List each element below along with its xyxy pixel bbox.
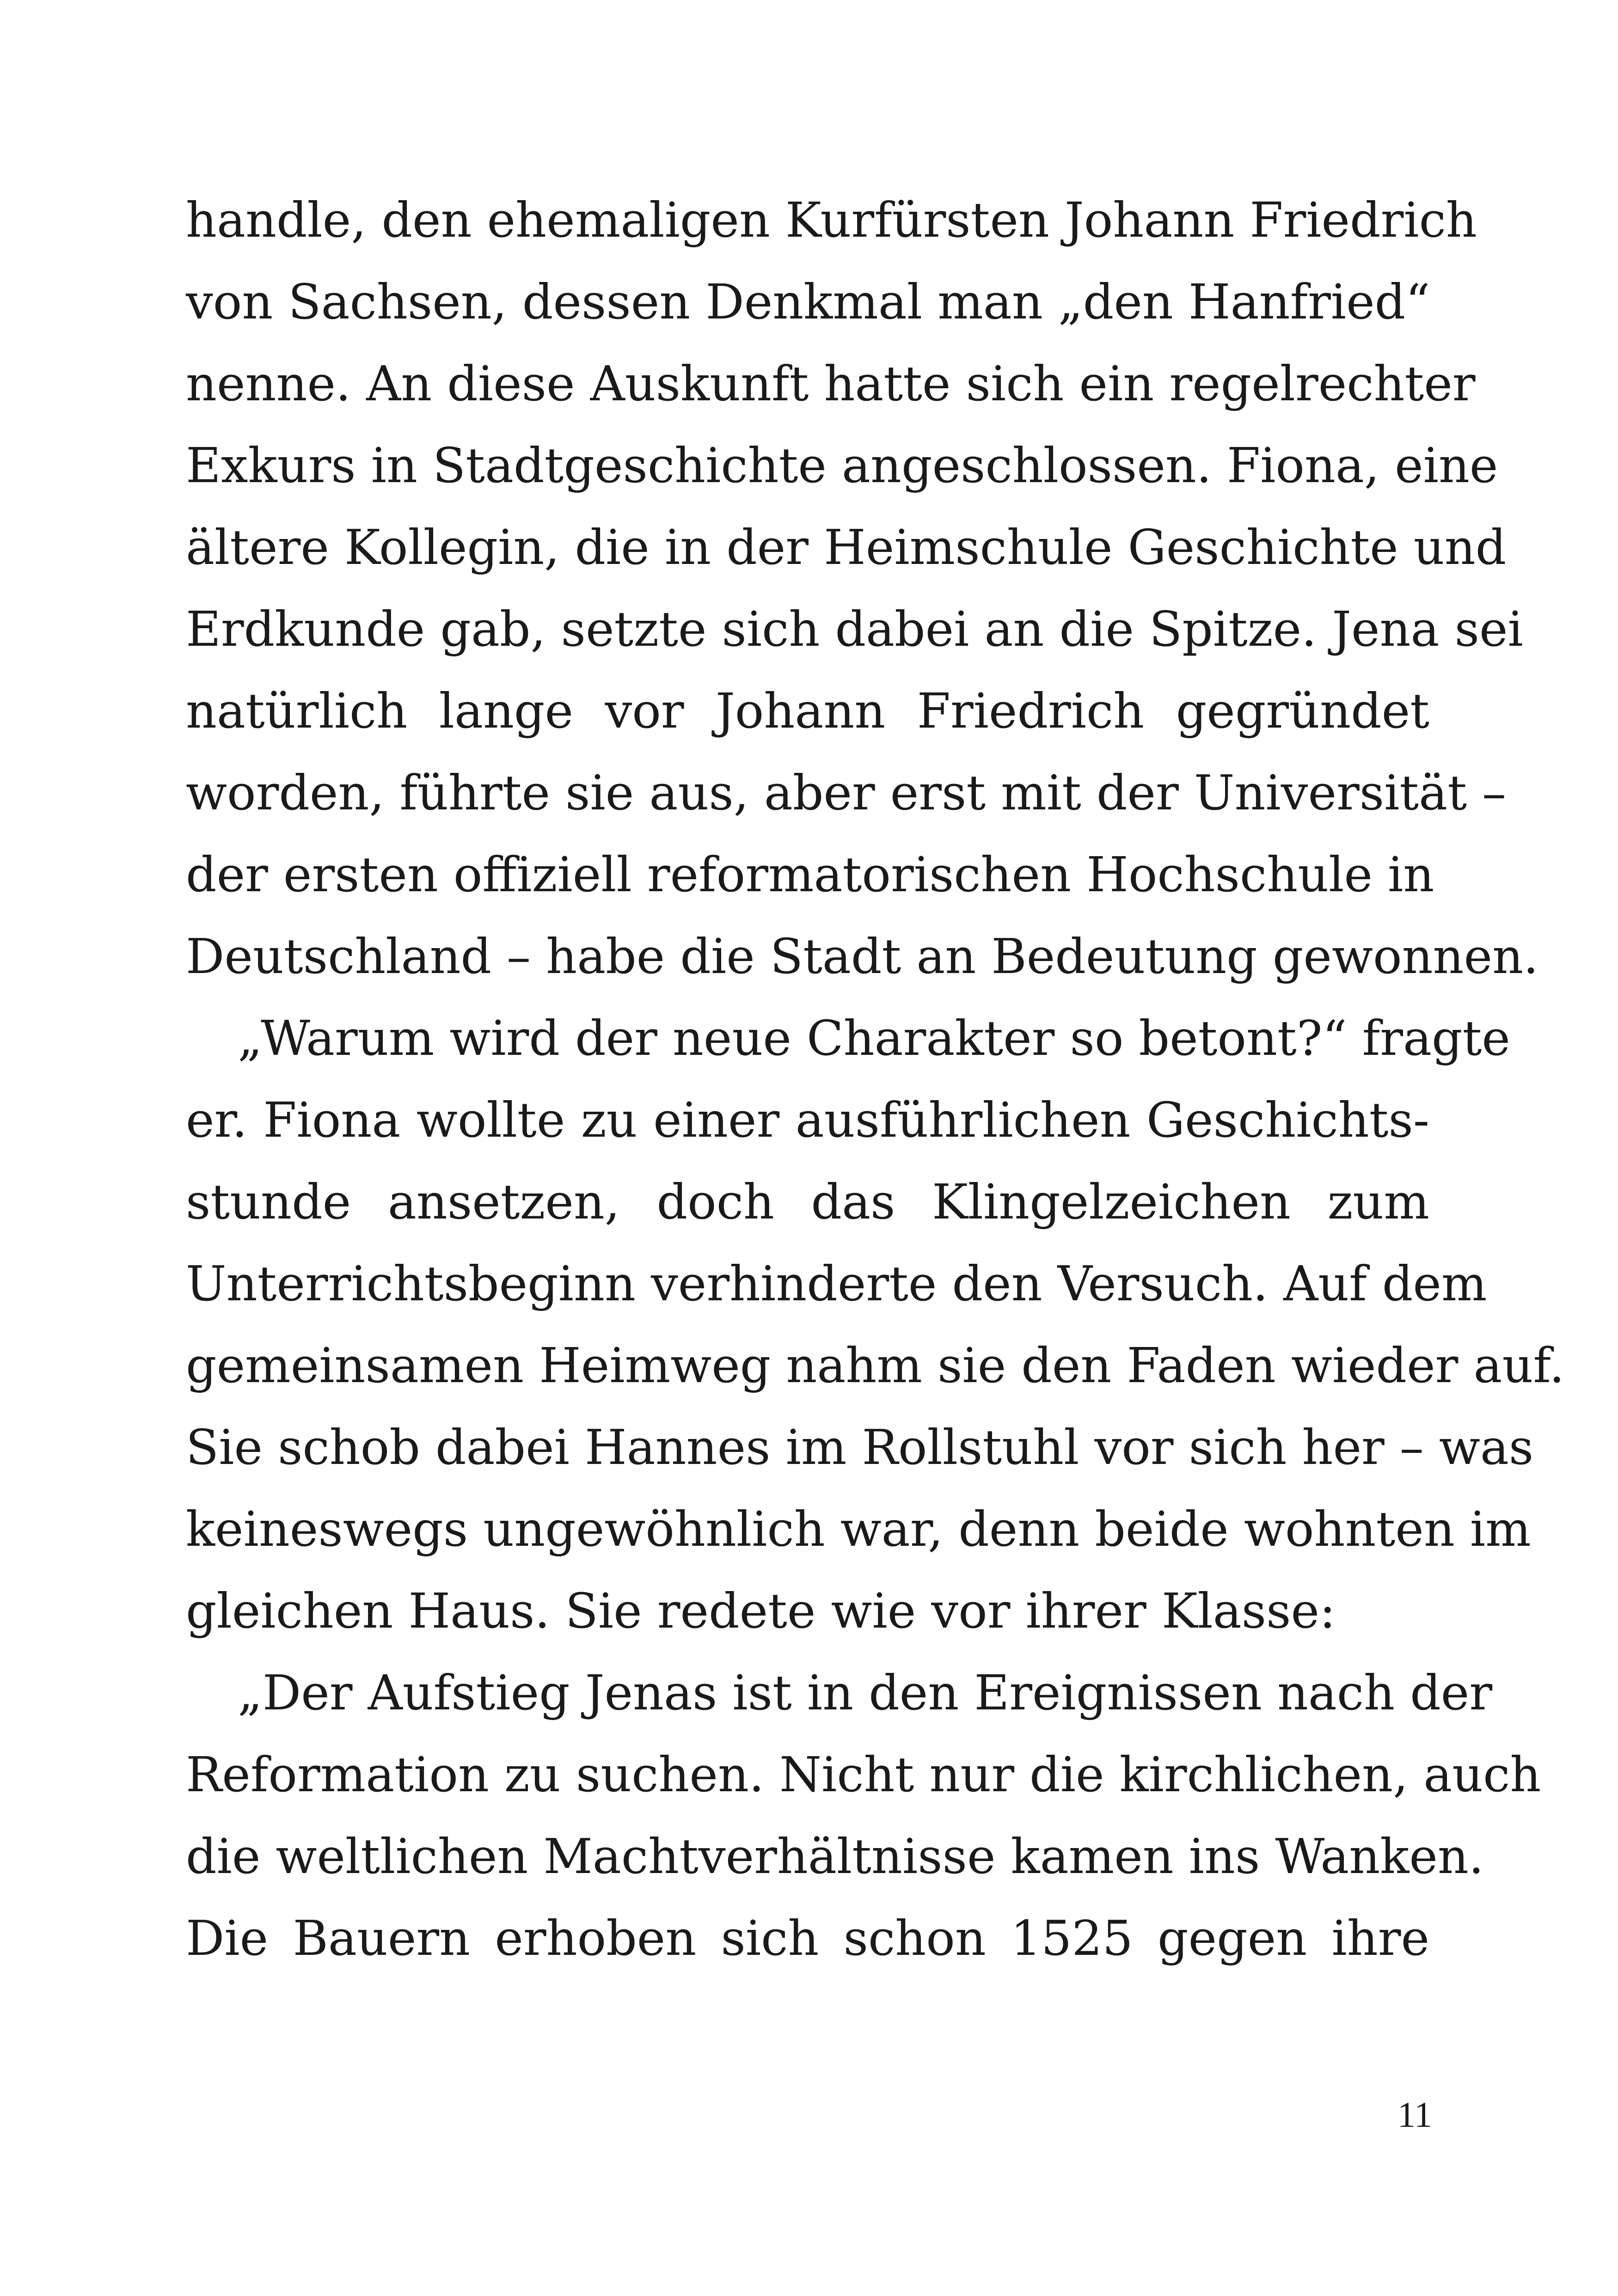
- text-line: stunde ansetzen, doch das Klingelzeichen zum: [186, 1174, 1429, 1230]
- text-line: keineswegs ungewöhnlich war, denn beide wohnten im: [186, 1501, 1531, 1557]
- text-line: von Sachsen, dessen Denkmal man „den Hanfried“: [186, 274, 1430, 330]
- text-line: Erdkunde gab, setzte sich dabei an die Spitze. Jena sei: [186, 601, 1523, 657]
- text-line: Reformation zu suchen. Nicht nur die kirchlichen, auch: [186, 1746, 1541, 1803]
- text-line: Deutschland – habe die Stadt an Bedeutung gewonnen.: [186, 928, 1539, 985]
- text-line: gleichen Haus. Sie redete wie vor ihrer Klasse:: [186, 1583, 1336, 1639]
- text-line: der ersten offiziell reformatorischen Hochschule in: [186, 846, 1434, 903]
- text-line: Unterrichtsbeginn verhinderte den Versuch. Auf dem: [186, 1255, 1487, 1312]
- paragraph-1: [186, 179, 1539, 998]
- text-line: „Warum wird der neue Charakter so betont?“ fragte: [238, 1010, 1510, 1066]
- text-line: nenne. An diese Auskunft hatte sich ein regelrechter: [186, 355, 1476, 412]
- text-line: Exkurs in Stadtgeschichte angeschlossen. Fiona, eine: [186, 437, 1498, 494]
- text-line: handle, den ehemaligen Kurfürsten Johann Friedrich: [186, 192, 1477, 248]
- text-line: Sie schob dabei Hannes im Rollstuhl vor sich her – was: [186, 1419, 1534, 1476]
- text-line: ältere Kollegin, die in der Heimschule Geschichte und: [186, 519, 1507, 576]
- paragraph-2: [186, 998, 1565, 1652]
- text-line: er. Fiona wollte zu einer ausführlichen Geschichts-: [186, 1092, 1429, 1148]
- page-number: 11: [1397, 2094, 1432, 2135]
- text-line: die weltlichen Machtverhältnisse kamen ins Wanken.: [186, 1828, 1484, 1885]
- body-text: [186, 179, 1565, 1979]
- text-line: „Der Aufstieg Jenas ist in den Ereignissen nach der: [238, 1665, 1493, 1721]
- text-line: Die Bauern erhoben sich schon 1525 gegen ihre: [186, 1910, 1429, 1966]
- text-line: worden, führte sie aus, aber erst mit der Universität –: [186, 765, 1507, 821]
- text-line: gemeinsamen Heimweg nahm sie den Faden wieder auf.: [186, 1337, 1565, 1394]
- text-line: natürlich lange vor Johann Friedrich gegründet: [186, 683, 1429, 739]
- paragraph-3: [186, 1652, 1541, 1979]
